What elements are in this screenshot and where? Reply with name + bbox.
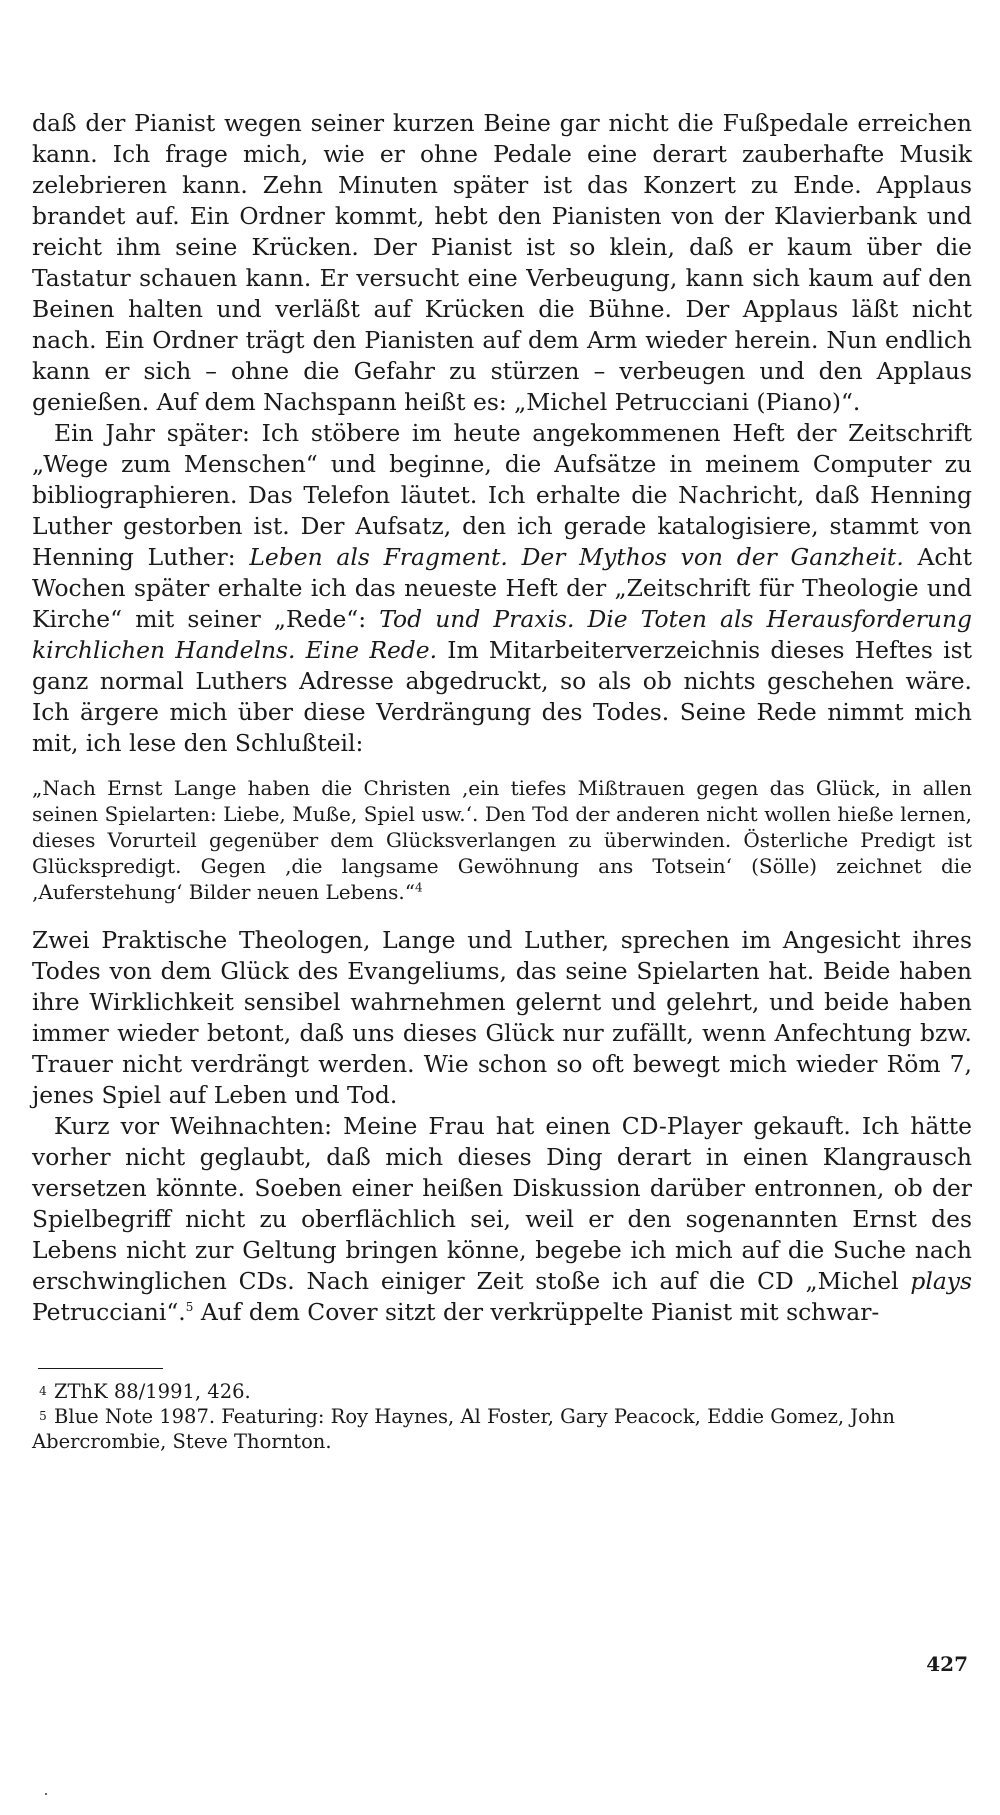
paragraph-2-text-c: Im Mitarbeiterverzeichnis dieses Heftes ist ganz normal Luthers Adresse abgedruckt, so als ob nichts geschehen wäre. Ich ärgere mich über diese Verdrängung des Todes. Seine Rede nimmt mich mit, ich lese den Schlußteil: (32, 636, 972, 757)
footnote-ref-4: 4 (414, 880, 423, 895)
album-title-plays: plays (910, 1267, 972, 1295)
paragraph-4-text-c: Auf dem Cover sitzt der verkrüppelte Pianist mit schwar- (193, 1298, 880, 1326)
footnote-5-number: 5 (39, 1409, 47, 1423)
article-title-luther: Leben als Fragment. Der Mythos von der Ganzheit. (249, 543, 904, 571)
scan-speck (45, 1793, 47, 1795)
paragraph-2-text-a: Ein Jahr später: Ich stöbere im heute angekommenen Heft der Zeitschrift „Wege zum Menschen“ und beginne, die Aufsätze in meinem Computer zu bibliographieren. Das Telefon läutet. Ich erhalte die Nachricht, daß Henning Luther gestorben ist. Der Aufsatz, den ich gerade katalogisiere, stammt von Henning Luther: (32, 419, 972, 571)
footnote-5-text: Blue Note 1987. Featuring: Roy Haynes, Al Foster, Gary Peacock, Eddie Gomez, John Abercrombie, Steve Thornton. (32, 1405, 895, 1453)
block-quote-text: „Nach Ernst Lange haben die Christen ‚ein tiefes Mißtrauen gegen das Glück, in allen seinen Spielarten: Liebe, Muße, Spiel usw.‘. Den Tod der anderen nicht wollen hieße lernen, dieses Vorurteil gegenüber dem Glücksverlangen zu überwinden. Österliche Predigt ist Glückspredigt. Gegen ‚die langsame Gewöhnung ans Totsein‘ (Sölle) zeichnet die ‚Auferstehung‘ Bilder neuen Lebens.“ (32, 776, 972, 904)
paragraph-3-text: Zwei Praktische Theologen, Lange und Luther, sprechen im Angesicht ihres Todes von dem Glück des Evangeliums, das seine Spielarten hat. Beide haben ihre Wirklichkeit sensibel wahrnehmen gelernt und gelehrt, und beide haben immer wieder betont, daß uns dieses Glück nur zufällt, wenn Anfechtung bzw. Trauer nicht verdrängt werden. Wie schon so oft bewegt mich wieder Röm 7, jenes Spiel auf Leben und Tod. (32, 926, 972, 1109)
footnote-divider (38, 1368, 163, 1369)
footnote-5 (32, 1404, 972, 1454)
paragraph-2 (32, 418, 972, 759)
page-number: 427 (926, 1652, 968, 1676)
paragraph-4-text-b: Petrucciani“. (32, 1298, 186, 1326)
paragraph-4-text-a: Kurz vor Weihnachten: Meine Frau hat einen CD-Player gekauft. Ich hätte vorher nicht geglaubt, daß mich dieses Ding derart in einen Klangrausch versetzen könnte. Soeben einer heißen Diskussion darüber entronnen, ob der Spielbegriff nicht zu oberflächlich sei, weil er den sogenannten Ernst des Lebens nicht zur Geltung bringen könne, begebe ich mich auf die Suche nach erschwinglichen CDs. Nach einiger Zeit stoße ich auf die CD „Michel (32, 1112, 972, 1295)
footnote-ref-5: 5 (185, 1300, 194, 1315)
paragraph-4 (32, 1111, 972, 1328)
footnote-4-text: ZThK 88/1991, 426. (54, 1380, 251, 1403)
block-quote (32, 775, 972, 905)
paragraph-2-text-b: Acht Wochen später erhalte ich das neueste Heft der „Zeitschrift für Theologie und Kirche“ mit seiner „Rede“: (32, 543, 972, 633)
paragraph-1 (32, 108, 972, 418)
footnote-4-number: 4 (39, 1384, 47, 1398)
footnote-4 (32, 1379, 972, 1404)
paragraph-1-text: daß der Pianist wegen seiner kurzen Beine gar nicht die Fußpedale erreichen kann. Ich frage mich, wie er ohne Pedale eine derart zauberhafte Musik zelebrieren kann. Zehn Minuten später ist das Konzert zu Ende. Applaus brandet auf. Ein Ordner kommt, hebt den Pianisten von der Klavierbank und reicht ihm seine Krücken. Der Pianist ist so klein, daß er kaum über die Tastatur schauen kann. Er versucht eine Verbeugung, kann sich kaum auf den Beinen halten und verläßt auf Krücken die Bühne. Der Applaus läßt nicht nach. Ein Ordner trägt den Pianisten auf dem Arm wieder herein. Nun endlich kann er sich – ohne die Gefahr zu stürzen – verbeugen und den Applaus genießen. Auf dem Nachspann heißt es: „Michel Petrucciani (Piano)“. (32, 109, 972, 416)
page-body (32, 108, 972, 1454)
paragraph-3 (32, 925, 972, 1111)
speech-title-luther: Tod und Praxis. Die Toten als Herausforderung kirchlichen Handelns. Eine Rede. (32, 605, 973, 664)
